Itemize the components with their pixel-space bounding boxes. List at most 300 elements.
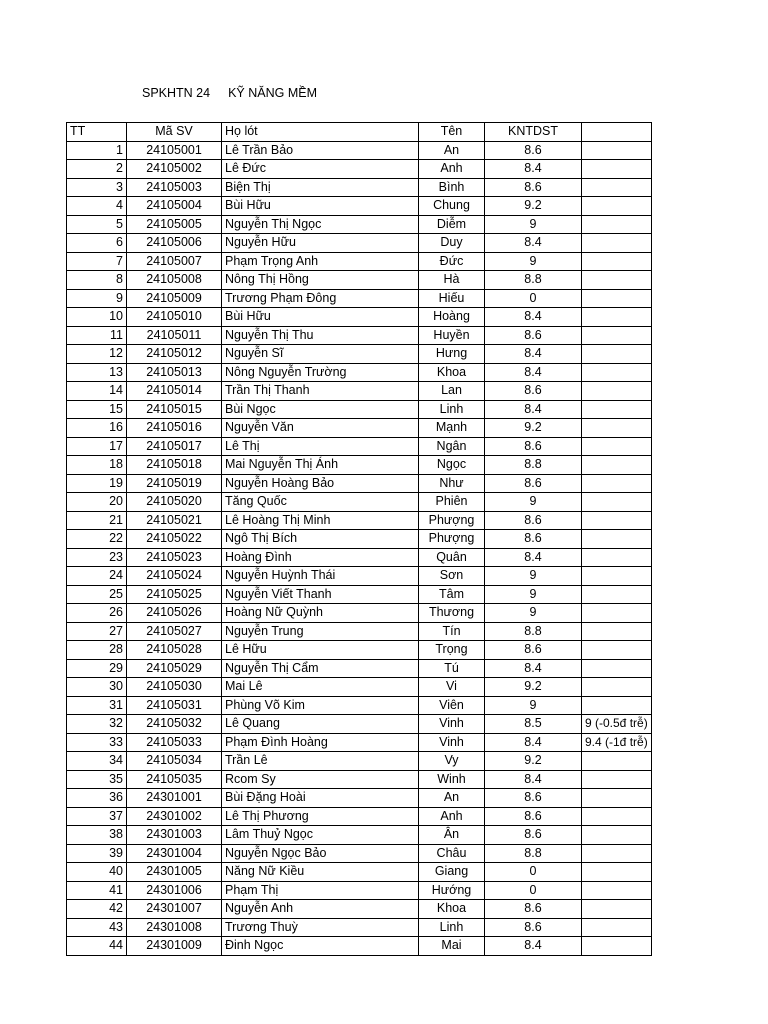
last-middle-name-cell: Nguyễn Sĩ [222,345,419,364]
row-number-cell: 30 [67,678,127,697]
note-cell [582,659,652,678]
row-number-cell: 13 [67,363,127,382]
score-cell: 8.8 [485,844,582,863]
last-middle-name-cell: Biện Thị [222,178,419,197]
table-row [67,900,652,919]
note-cell [582,456,652,475]
first-name-cell: Ngân [419,437,485,456]
note-cell [582,918,652,937]
student-id-cell: 24105014 [127,382,222,401]
student-id-cell: 24105011 [127,326,222,345]
row-number-cell: 37 [67,807,127,826]
student-id-cell: 24105008 [127,271,222,290]
student-id-cell: 24105019 [127,474,222,493]
row-number-cell: 35 [67,770,127,789]
student-id-cell: 24105033 [127,733,222,752]
table-row [67,363,652,382]
row-number-cell: 15 [67,400,127,419]
last-middle-name-cell: Nguyễn Viết Thanh [222,585,419,604]
row-number-cell: 44 [67,937,127,956]
last-middle-name-cell: Nguyễn Ngọc Bảo [222,844,419,863]
row-number-cell: 4 [67,197,127,216]
last-middle-name-cell: Trương Phạm Đông [222,289,419,308]
student-id-cell: 24105029 [127,659,222,678]
note-cell: 9.4 (-1đ trễ) [582,733,652,752]
score-cell: 8.6 [485,641,582,660]
student-id-cell: 24105013 [127,363,222,382]
row-number-cell: 20 [67,493,127,512]
student-id-cell: 24105023 [127,548,222,567]
row-number-cell: 11 [67,326,127,345]
first-name-cell: Winh [419,770,485,789]
last-middle-name-cell: Nguyễn Văn [222,419,419,438]
student-id-cell: 24105025 [127,585,222,604]
table-row [67,234,652,253]
score-cell: 8.6 [485,807,582,826]
student-id-cell: 24105004 [127,197,222,216]
score-cell: 0 [485,289,582,308]
table-row [67,844,652,863]
table-row [67,937,652,956]
row-number-cell: 28 [67,641,127,660]
table-row [67,493,652,512]
row-number-cell: 21 [67,511,127,530]
row-number-cell: 2 [67,160,127,179]
first-name-cell: Anh [419,807,485,826]
table-row [67,659,652,678]
table-row [67,197,652,216]
row-number-cell: 6 [67,234,127,253]
score-cell: 8.8 [485,271,582,290]
student-id-cell: 24301009 [127,937,222,956]
table-row [67,400,652,419]
table-row [67,826,652,845]
last-middle-name-cell: Hoàng Đình [222,548,419,567]
student-id-cell: 24105001 [127,141,222,160]
last-middle-name-cell: Trần Thị Thanh [222,382,419,401]
subject-title: KỸ NĂNG MỀM [228,86,317,100]
student-id-cell: 24301007 [127,900,222,919]
row-number-cell: 32 [67,715,127,734]
row-number-cell: 7 [67,252,127,271]
row-number-cell: 34 [67,752,127,771]
row-number-cell: 23 [67,548,127,567]
note-cell [582,807,652,826]
student-id-cell: 24105015 [127,400,222,419]
row-number-cell: 18 [67,456,127,475]
first-name-cell: Vinh [419,733,485,752]
student-id-cell: 24105035 [127,770,222,789]
note-cell [582,900,652,919]
last-middle-name-cell: Phùng Võ Kim [222,696,419,715]
table-row [67,345,652,364]
student-id-cell: 24105031 [127,696,222,715]
first-name-cell: Tâm [419,585,485,604]
score-cell: 8.8 [485,456,582,475]
row-number-cell: 33 [67,733,127,752]
last-middle-name-cell: Nguyễn Huỳnh Thái [222,567,419,586]
header-tt: TT [67,123,127,142]
row-number-cell: 40 [67,863,127,882]
row-number-cell: 5 [67,215,127,234]
note-cell [582,696,652,715]
note-cell [582,622,652,641]
row-number-cell: 10 [67,308,127,327]
student-id-cell: 24105021 [127,511,222,530]
first-name-cell: Phượng [419,511,485,530]
first-name-cell: Hoàng [419,308,485,327]
student-id-cell: 24105032 [127,715,222,734]
score-cell: 8.4 [485,160,582,179]
last-middle-name-cell: Năng Nữ Kiều [222,863,419,882]
table-row [67,419,652,438]
last-middle-name-cell: Bùi Hữu [222,308,419,327]
note-cell [582,419,652,438]
first-name-cell: Thương [419,604,485,623]
document-header [142,86,317,100]
student-id-cell: 24105006 [127,234,222,253]
note-cell [582,178,652,197]
table-row [67,641,652,660]
row-number-cell: 25 [67,585,127,604]
table-row [67,271,652,290]
score-cell: 9.2 [485,678,582,697]
table-row [67,456,652,475]
row-number-cell: 43 [67,918,127,937]
student-id-cell: 24301005 [127,863,222,882]
note-cell [582,382,652,401]
row-number-cell: 26 [67,604,127,623]
first-name-cell: Mạnh [419,419,485,438]
note-cell [582,215,652,234]
first-name-cell: Hiếu [419,289,485,308]
last-middle-name-cell: Lê Hữu [222,641,419,660]
last-middle-name-cell: Mai Nguyễn Thị Ánh [222,456,419,475]
score-cell: 8.6 [485,178,582,197]
row-number-cell: 3 [67,178,127,197]
score-cell: 9 [485,604,582,623]
note-cell [582,197,652,216]
score-cell: 8.6 [485,474,582,493]
note-cell [582,326,652,345]
student-id-cell: 24105005 [127,215,222,234]
table-row [67,474,652,493]
score-cell: 8.4 [485,363,582,382]
row-number-cell: 31 [67,696,127,715]
table-row [67,511,652,530]
student-id-cell: 24105009 [127,289,222,308]
first-name-cell: Bình [419,178,485,197]
first-name-cell: Sơn [419,567,485,586]
first-name-cell: Hà [419,271,485,290]
score-cell: 8.6 [485,789,582,808]
student-id-cell: 24105018 [127,456,222,475]
table-row [67,215,652,234]
score-cell: 8.4 [485,234,582,253]
table-row [67,160,652,179]
last-middle-name-cell: Nguyễn Thị Cẩm [222,659,419,678]
student-id-cell: 24301002 [127,807,222,826]
first-name-cell: Tú [419,659,485,678]
student-id-cell: 24105022 [127,530,222,549]
row-number-cell: 39 [67,844,127,863]
last-middle-name-cell: Bùi Ngọc [222,400,419,419]
first-name-cell: Linh [419,400,485,419]
table-row [67,567,652,586]
table-row [67,604,652,623]
student-id-cell: 24105003 [127,178,222,197]
table-row [67,715,652,734]
score-cell: 8.6 [485,437,582,456]
score-cell: 9 [485,493,582,512]
note-cell [582,252,652,271]
first-name-cell: An [419,789,485,808]
student-id-cell: 24301006 [127,881,222,900]
first-name-cell: Ngọc [419,456,485,475]
table-row [67,770,652,789]
row-number-cell: 38 [67,826,127,845]
table-row [67,807,652,826]
table-row [67,530,652,549]
score-cell: 8.4 [485,400,582,419]
first-name-cell: Ân [419,826,485,845]
score-cell: 9.2 [485,197,582,216]
row-number-cell: 19 [67,474,127,493]
first-name-cell: Phượng [419,530,485,549]
first-name-cell: Lan [419,382,485,401]
first-name-cell: Trọng [419,641,485,660]
header-note [582,123,652,142]
header-student-id: Mã SV [127,123,222,142]
last-middle-name-cell: Ngô Thị Bích [222,530,419,549]
first-name-cell: Viên [419,696,485,715]
row-number-cell: 9 [67,289,127,308]
note-cell [582,474,652,493]
note-cell [582,863,652,882]
first-name-cell: Khoa [419,900,485,919]
student-id-cell: 24105027 [127,622,222,641]
table-row [67,289,652,308]
note-cell [582,604,652,623]
note-cell [582,234,652,253]
note-cell [582,160,652,179]
last-middle-name-cell: Trần Lê [222,752,419,771]
score-cell: 8.6 [485,511,582,530]
student-id-cell: 24105012 [127,345,222,364]
last-middle-name-cell: Phạm Trọng Anh [222,252,419,271]
last-middle-name-cell: Lê Đức [222,160,419,179]
last-middle-name-cell: Lê Thị [222,437,419,456]
last-middle-name-cell: Nguyễn Hữu [222,234,419,253]
student-id-cell: 24301008 [127,918,222,937]
last-middle-name-cell: Lê Trần Bảo [222,141,419,160]
note-cell [582,585,652,604]
first-name-cell: Tín [419,622,485,641]
first-name-cell: Vinh [419,715,485,734]
student-id-cell: 24105007 [127,252,222,271]
last-middle-name-cell: Nguyễn Thị Ngọc [222,215,419,234]
first-name-cell: An [419,141,485,160]
score-cell: 8.4 [485,345,582,364]
last-middle-name-cell: Nguyễn Anh [222,900,419,919]
note-cell [582,826,652,845]
last-middle-name-cell: Trương Thuỳ [222,918,419,937]
note-cell [582,289,652,308]
note-cell: 9 (-0.5đ trễ) [582,715,652,734]
table-row [67,437,652,456]
last-middle-name-cell: Lâm Thuỷ Ngọc [222,826,419,845]
first-name-cell: Vi [419,678,485,697]
score-cell: 8.6 [485,918,582,937]
note-cell [582,530,652,549]
score-cell: 8.6 [485,382,582,401]
last-middle-name-cell: Đinh Ngọc [222,937,419,956]
last-middle-name-cell: Hoàng Nữ Quỳnh [222,604,419,623]
score-cell: 0 [485,881,582,900]
note-cell [582,400,652,419]
last-middle-name-cell: Nguyễn Trung [222,622,419,641]
row-number-cell: 36 [67,789,127,808]
table-row [67,178,652,197]
header-score: KNTDST [485,123,582,142]
table-row [67,678,652,697]
table-row [67,252,652,271]
last-middle-name-cell: Lê Thị Phương [222,807,419,826]
first-name-cell: Đức [419,252,485,271]
score-cell: 8.4 [485,770,582,789]
score-cell: 9 [485,567,582,586]
student-id-cell: 24105034 [127,752,222,771]
first-name-cell: Như [419,474,485,493]
first-name-cell: Khoa [419,363,485,382]
score-cell: 8.4 [485,937,582,956]
first-name-cell: Châu [419,844,485,863]
note-cell [582,271,652,290]
table-row [67,696,652,715]
last-middle-name-cell: Lê Quang [222,715,419,734]
header-first-name: Tên [419,123,485,142]
row-number-cell: 42 [67,900,127,919]
score-cell: 9.2 [485,752,582,771]
score-cell: 9 [485,252,582,271]
score-cell: 8.4 [485,733,582,752]
table-row [67,789,652,808]
last-middle-name-cell: Nguyễn Hoàng Bảo [222,474,419,493]
last-middle-name-cell: Lê Hoàng Thị Minh [222,511,419,530]
row-number-cell: 22 [67,530,127,549]
note-cell [582,844,652,863]
score-cell: 9.2 [485,419,582,438]
table-row [67,881,652,900]
first-name-cell: Huyền [419,326,485,345]
last-middle-name-cell: Phạm Đình Hoàng [222,733,419,752]
note-cell [582,937,652,956]
note-cell [582,770,652,789]
note-cell [582,789,652,808]
score-cell: 9 [485,215,582,234]
score-cell: 9 [485,585,582,604]
score-cell: 8.5 [485,715,582,734]
course-code: SPKHTN 24 [142,86,211,100]
note-cell [582,511,652,530]
last-middle-name-cell: Tăng Quốc [222,493,419,512]
note-cell [582,567,652,586]
note-cell [582,548,652,567]
student-id-cell: 24105028 [127,641,222,660]
row-number-cell: 29 [67,659,127,678]
table-row [67,752,652,771]
last-middle-name-cell: Mai Lê [222,678,419,697]
first-name-cell: Vy [419,752,485,771]
last-middle-name-cell: Nguyễn Thị Thu [222,326,419,345]
first-name-cell: Quân [419,548,485,567]
score-cell: 8.6 [485,530,582,549]
last-middle-name-cell: Bùi Hữu [222,197,419,216]
last-middle-name-cell: Bùi Đặng Hoài [222,789,419,808]
first-name-cell: Giang [419,863,485,882]
first-name-cell: Anh [419,160,485,179]
last-middle-name-cell: Nông Thị Hồng [222,271,419,290]
student-id-cell: 24105024 [127,567,222,586]
table-row [67,548,652,567]
score-cell: 9 [485,696,582,715]
row-number-cell: 16 [67,419,127,438]
student-id-cell: 24105026 [127,604,222,623]
note-cell [582,641,652,660]
table-row [67,733,652,752]
score-cell: 8.4 [485,659,582,678]
row-number-cell: 24 [67,567,127,586]
table-row [67,863,652,882]
table-body [67,141,652,955]
note-cell [582,881,652,900]
table-row [67,141,652,160]
last-middle-name-cell: Rcom Sy [222,770,419,789]
last-middle-name-cell: Phạm Thị [222,881,419,900]
score-cell: 8.6 [485,141,582,160]
first-name-cell: Mai [419,937,485,956]
student-id-cell: 24301001 [127,789,222,808]
table-row [67,326,652,345]
note-cell [582,678,652,697]
student-id-cell: 24105030 [127,678,222,697]
first-name-cell: Hưng [419,345,485,364]
table-row [67,622,652,641]
note-cell [582,141,652,160]
row-number-cell: 41 [67,881,127,900]
table-row [67,918,652,937]
table-row [67,585,652,604]
header-last-middle-name: Họ lót [222,123,419,142]
table-header-row [67,123,652,142]
first-name-cell: Linh [419,918,485,937]
note-cell [582,363,652,382]
last-middle-name-cell: Nông Nguyễn Trường [222,363,419,382]
score-cell: 8.6 [485,326,582,345]
score-cell: 8.4 [485,308,582,327]
score-cell: 8.4 [485,548,582,567]
score-cell: 8.8 [485,622,582,641]
note-cell [582,308,652,327]
student-id-cell: 24105017 [127,437,222,456]
table-row [67,382,652,401]
student-id-cell: 24301004 [127,844,222,863]
note-cell [582,345,652,364]
first-name-cell: Diễm [419,215,485,234]
row-number-cell: 8 [67,271,127,290]
row-number-cell: 17 [67,437,127,456]
student-id-cell: 24301003 [127,826,222,845]
